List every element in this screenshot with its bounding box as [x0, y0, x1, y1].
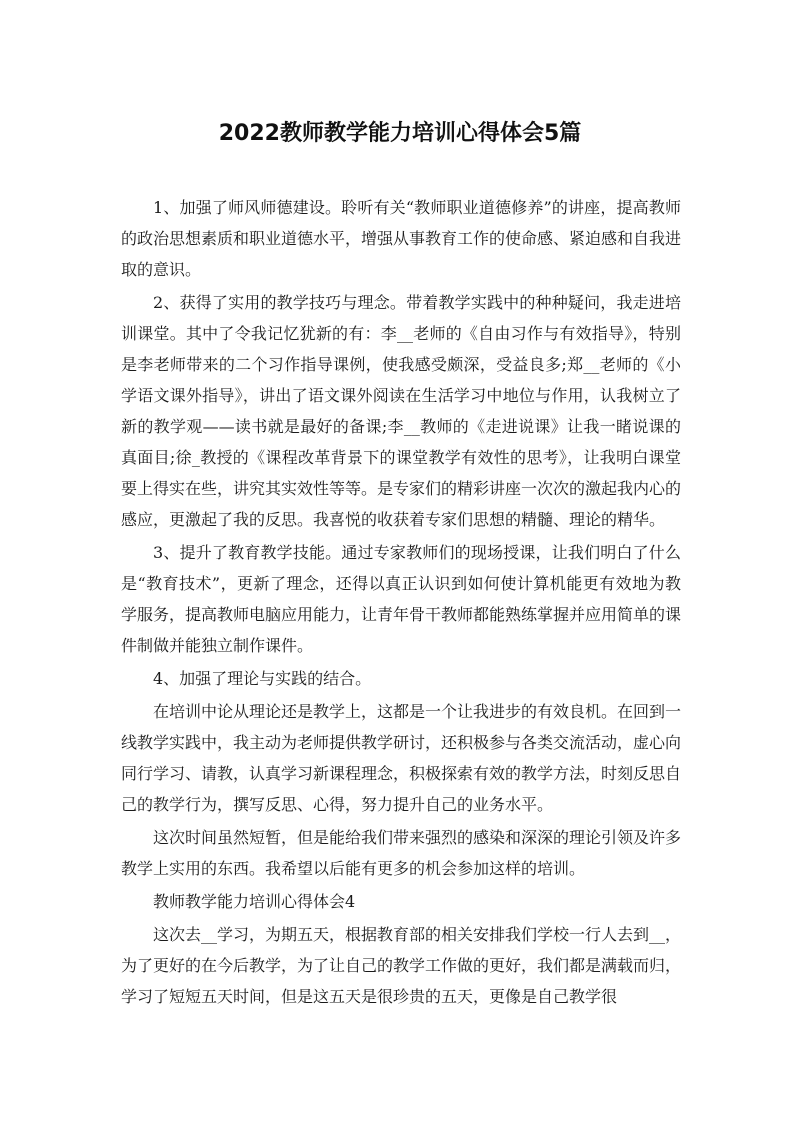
paragraph-2: 2、获得了实用的教学技巧与理念。带着教学实践中的种种疑问，我走进培训课堂。其中了令我记忆犹新的有：李__老师的《自由习作与有效指导》，特别是李老师带来的二个习作指导课例，使我感受颇深，受益良多;郑__老师的《小学语文课外指导》，讲出了语文课外阅读在生活学习中地位与作用，认我树立了新的教学观——读书就是最好的备课;李__教师的《走进说课》让我一睹说课的真面目;徐_教授的《课程改革背景下的课堂教学有效性的思考》，让我明白课堂要上得实在些，讲究其实效性等等。是专家们的精彩讲座一次次的激起我内心的感应，更激起了我的反思。我喜悦的收获着专家们思想的精髓、理论的精华。 [121, 293, 682, 529]
paragraph-7: 这次去__学习，为期五天，根据教育部的相关安排我们学校一行人去到__，为了更好的在今后教学，为了让自己的教学工作做的更好，我们都是满载而归，学习了短短五天时间，但是这五天是很珍贵的五天，更像是自己教学很 [121, 925, 682, 1006]
paragraph-1: 1、加强了师风师德建设。聆听有关“教师职业道德修养”的讲座，提高教师的政治思想素质和职业道德水平，增强从事教育工作的使命感、紧迫感和自我进取的意识。 [121, 198, 682, 279]
paragraph-6: 这次时间虽然短暂，但是能给我们带来强烈的感染和深深的理论引领及许多教学上实用的东西。我希望以后能有更多的机会参加这样的培训。 [121, 828, 682, 878]
section-heading: 教师教学能力培训心得体会4 [153, 892, 356, 911]
paragraph-5: 在培训中论从理论还是教学上，这都是一个让我进步的有效良机。在回到一线教学实践中，我主动为老师提供教学研讨，还积极参与各类交流活动，虚心向同行学习、请教，认真学习新课程理念，积极探索有效的教学方法，时刻反思自己的教学行为，撰写反思、心得，努力提升自己的业务水平。 [121, 702, 682, 814]
document-body [121, 192, 681, 1014]
paragraph-3: 3、提升了教育教学技能。通过专家教师们的现场授课，让我们明白了什么是“教育技术”，更新了理念，还得以真正认识到如何使计算机能更有效地为教学服务，提高教师电脑应用能力，让青年骨干教师都能熟练掌握并应用简单的课件制做并能独立制作课件。 [121, 543, 682, 655]
document-title: 2022教师教学能力培训心得体会5篇 [218, 121, 582, 146]
paragraph-4: 4、加强了理论与实践的结合。 [153, 669, 372, 688]
